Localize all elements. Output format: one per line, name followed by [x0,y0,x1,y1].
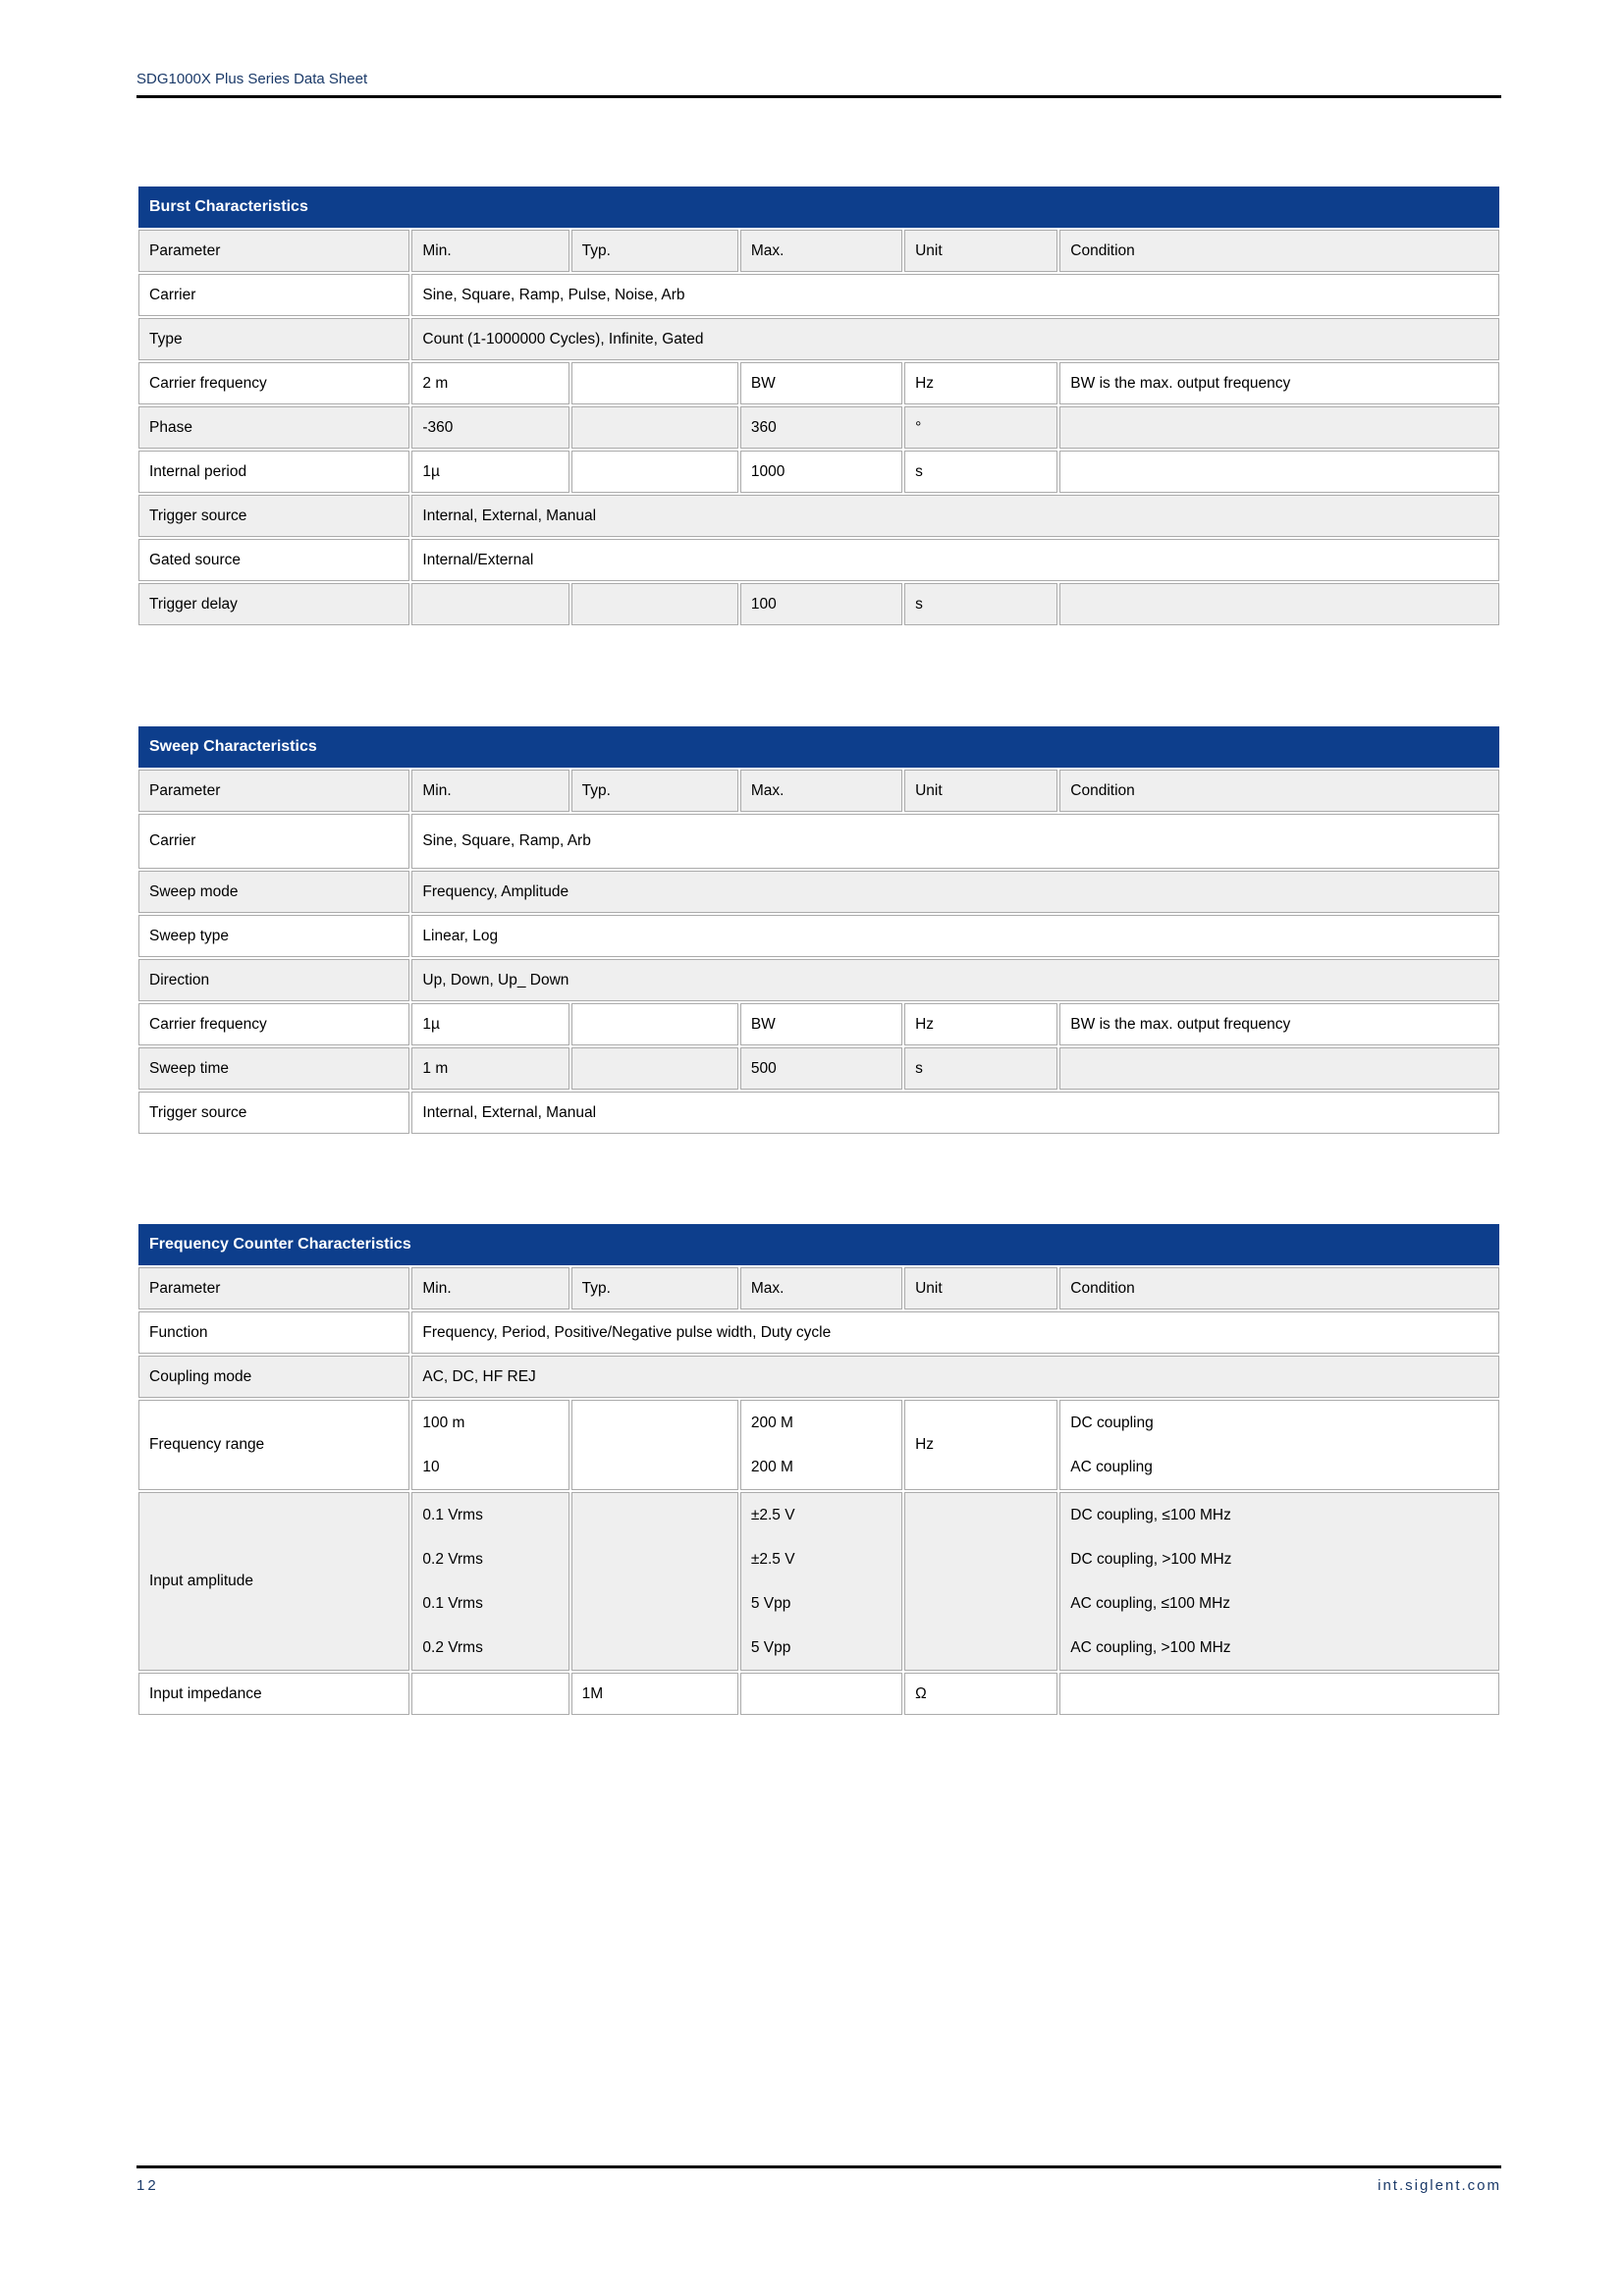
table-row [138,1492,1499,1671]
page-number: 12 [136,2177,159,2194]
cell-parameter: Input amplitude [138,1492,409,1671]
column-header: Condition [1059,770,1499,812]
table-title-row [138,1224,1499,1265]
cell-condition [1059,1492,1499,1671]
column-header: Condition [1059,1267,1499,1309]
sweep-characteristics-table [136,724,1501,1136]
table-title-bar: Burst Characteristics [138,187,1499,228]
table-row [138,318,1499,360]
cell-max: BW [740,1003,902,1045]
cell-unit: ° [904,406,1057,449]
cell-parameter: Direction [138,959,409,1001]
cell-value-merged: Internal/External [411,539,1499,581]
cell-line: 0.1 Vrms [422,1595,483,1612]
table-row [138,915,1499,957]
cell-parameter: Function [138,1311,409,1354]
cell-parameter: Internal period [138,451,409,493]
cell-parameter: Gated source [138,539,409,581]
cell-max [740,1492,902,1671]
cell-min [411,1492,568,1671]
cell-typ [571,362,738,404]
column-header: Condition [1059,230,1499,272]
table-title-row [138,187,1499,228]
frequency-counter-characteristics-table [136,1222,1501,1717]
cell-condition [1059,1673,1499,1715]
cell-typ: 1M [571,1673,738,1715]
table-row [138,871,1499,913]
column-header: Parameter [138,1267,409,1309]
cell-condition: BW is the max. output frequency [1059,362,1499,404]
column-header: Typ. [571,770,738,812]
cell-value-merged: Internal, External, Manual [411,495,1499,537]
cell-line: 0.2 Vrms [422,1639,483,1656]
table-row [138,1673,1499,1715]
cell-line: AC coupling, ≤100 MHz [1070,1595,1231,1612]
cell-min: -360 [411,406,568,449]
cell-unit [904,1492,1057,1671]
page-footer [136,2165,1501,2194]
cell-parameter: Sweep time [138,1047,409,1090]
cell-min: 1µ [411,1003,568,1045]
cell-line: 5 Vpp [750,1639,791,1656]
cell-line: ±2.5 V [750,1507,795,1523]
cell-value-merged: Frequency, Amplitude [411,871,1499,913]
column-header: Unit [904,770,1057,812]
cell-condition: BW is the max. output frequency [1059,1003,1499,1045]
column-header: Min. [411,770,568,812]
table-row [138,1092,1499,1134]
column-header: Typ. [571,1267,738,1309]
table-title-row [138,726,1499,768]
column-header: Min. [411,1267,568,1309]
cell-condition [1059,406,1499,449]
cell-max [740,1673,902,1715]
cell-max: 360 [740,406,902,449]
cell-line: DC coupling, ≤100 MHz [1070,1507,1231,1523]
cell-condition [1059,1047,1499,1090]
cell-typ [571,1003,738,1045]
page-title: SDG1000X Plus Series Data Sheet [136,71,368,87]
column-header: Max. [740,1267,902,1309]
cell-parameter: Sweep mode [138,871,409,913]
table-header-row [138,230,1499,272]
table-title-bar: Sweep Characteristics [138,726,1499,768]
cell-unit: s [904,1047,1057,1090]
table-row [138,1003,1499,1045]
column-header: Max. [740,770,902,812]
cell-unit: Hz [904,362,1057,404]
table-row [138,274,1499,316]
cell-parameter: Trigger source [138,1092,409,1134]
cell-parameter: Sweep type [138,915,409,957]
cell-value-merged: Internal, External, Manual [411,1092,1499,1134]
table-header-row [138,1267,1499,1309]
cell-max [740,1400,902,1490]
table-row [138,1400,1499,1490]
cell-parameter: Carrier [138,274,409,316]
cell-parameter: Phase [138,406,409,449]
cell-value-merged: Sine, Square, Ramp, Arb [411,814,1499,869]
cell-typ [571,1047,738,1090]
burst-characteristics-table [136,185,1501,627]
cell-value-merged: Count (1-1000000 Cycles), Infinite, Gated [411,318,1499,360]
table-row [138,495,1499,537]
cell-line: AC coupling [1070,1459,1153,1475]
cell-line: 10 [422,1459,440,1475]
cell-min [411,1673,568,1715]
column-header: Unit [904,1267,1057,1309]
cell-typ [571,1400,738,1490]
cell-line: 100 m [422,1415,465,1431]
cell-unit: s [904,451,1057,493]
cell-max: 1000 [740,451,902,493]
column-header: Max. [740,230,902,272]
cell-max: BW [740,362,902,404]
table-row [138,1356,1499,1398]
cell-line: DC coupling, >100 MHz [1070,1551,1232,1568]
cell-unit: s [904,583,1057,625]
cell-min: 1µ [411,451,568,493]
cell-parameter: Trigger delay [138,583,409,625]
cell-line: 0.1 Vrms [422,1507,483,1523]
cell-condition [1059,583,1499,625]
table-row [138,959,1499,1001]
cell-parameter: Coupling mode [138,1356,409,1398]
table-row [138,1047,1499,1090]
cell-condition [1059,1400,1499,1490]
cell-max: 500 [740,1047,902,1090]
column-header: Unit [904,230,1057,272]
column-header: Min. [411,230,568,272]
cell-condition [1059,451,1499,493]
cell-unit: Hz [904,1400,1057,1490]
cell-parameter: Trigger source [138,495,409,537]
cell-typ [571,451,738,493]
cell-min: 1 m [411,1047,568,1090]
cell-line: AC coupling, >100 MHz [1070,1639,1231,1656]
cell-value-merged: Sine, Square, Ramp, Pulse, Noise, Arb [411,274,1499,316]
table-title-bar: Frequency Counter Characteristics [138,1224,1499,1265]
column-header: Parameter [138,770,409,812]
cell-line: ±2.5 V [750,1551,795,1568]
cell-line: 5 Vpp [750,1595,791,1612]
cell-min: 2 m [411,362,568,404]
cell-line: DC coupling [1070,1415,1154,1431]
column-header: Typ. [571,230,738,272]
cell-min [411,1400,568,1490]
cell-parameter: Input impedance [138,1673,409,1715]
cell-value-merged: Up, Down, Up_ Down [411,959,1499,1001]
cell-unit: Hz [904,1003,1057,1045]
cell-line: 200 M [750,1415,793,1431]
cell-line: 200 M [750,1459,793,1475]
cell-value-merged: Frequency, Period, Positive/Negative pulse width, Duty cycle [411,1311,1499,1354]
table-row [138,583,1499,625]
cell-parameter: Carrier frequency [138,1003,409,1045]
cell-max: 100 [740,583,902,625]
footer-website: int.siglent.com [1378,2177,1501,2194]
table-row [138,451,1499,493]
cell-line: 0.2 Vrms [422,1551,483,1568]
table-row [138,362,1499,404]
page-header [136,71,1501,98]
cell-min [411,583,568,625]
cell-parameter: Carrier [138,814,409,869]
cell-parameter: Carrier frequency [138,362,409,404]
cell-typ [571,1492,738,1671]
table-row [138,406,1499,449]
table-header-row [138,770,1499,812]
cell-unit: Ω [904,1673,1057,1715]
cell-value-merged: Linear, Log [411,915,1499,957]
table-row [138,1311,1499,1354]
table-row [138,814,1499,869]
column-header: Parameter [138,230,409,272]
cell-parameter: Frequency range [138,1400,409,1490]
cell-parameter: Type [138,318,409,360]
cell-value-merged: AC, DC, HF REJ [411,1356,1499,1398]
cell-typ [571,583,738,625]
table-row [138,539,1499,581]
cell-typ [571,406,738,449]
